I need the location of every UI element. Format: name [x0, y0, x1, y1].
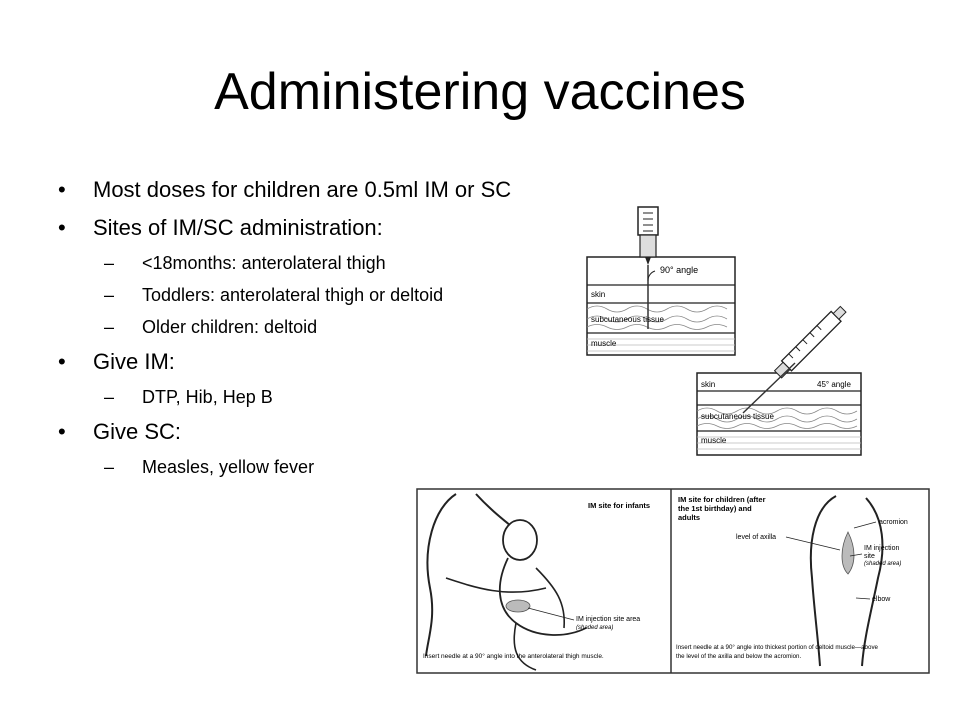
dash-marker: – — [104, 457, 115, 477]
sub-bullet-text: <18months: anterolateral thigh — [142, 253, 386, 273]
muscle-label: muscle — [591, 339, 617, 348]
infant-site-sublabel: (shaded area) — [576, 625, 614, 631]
sub-bullet-text: DTP, Hib, Hep B — [142, 387, 273, 407]
angle-90-label: 90° angle — [660, 265, 699, 275]
angle-45-label: 45° angle — [817, 380, 851, 389]
bullet-marker: • — [58, 419, 66, 444]
bullet-marker: • — [58, 349, 66, 374]
bullet-item — [58, 175, 528, 204]
infant-site-label: IM injection site area — [576, 616, 641, 623]
im-site-label-2: site — [864, 553, 875, 560]
panel-90-degree — [587, 207, 735, 355]
sub-bullet-item — [58, 455, 528, 479]
im-site-sublabel: (shaded area) — [864, 561, 902, 567]
bullet-list — [58, 175, 528, 487]
bullet-item — [58, 213, 528, 242]
infant-caption: Insert needle at a 90° angle into the anterolateral thigh muscle. — [423, 653, 604, 660]
bullet-text: Sites of IM/SC administration: — [93, 215, 383, 240]
sub-bullet-item — [58, 385, 528, 409]
dash-marker: – — [104, 285, 115, 305]
subcutaneous-label: subcutaneous tissue — [591, 315, 664, 324]
muscle-label-2: muscle — [701, 436, 727, 445]
sub-bullet-item — [58, 283, 528, 307]
acromion-label: acromion — [879, 519, 908, 526]
sub-bullet-item — [58, 251, 528, 275]
children-title-3: adults — [678, 513, 701, 522]
bullet-marker: • — [58, 215, 66, 240]
adult-caption-1: Insert needle at a 90° angle into thickest portion of deltoid muscle—above — [676, 644, 878, 651]
bullet-text: Give SC: — [93, 419, 182, 444]
skin-label: skin — [591, 290, 606, 299]
sub-bullet-text: Toddlers: anterolateral thigh or deltoid — [142, 285, 444, 305]
bullet-item — [58, 347, 528, 376]
im-site-label: IM injection — [864, 545, 900, 552]
dash-marker: – — [104, 387, 115, 407]
bullet-marker: • — [58, 177, 66, 202]
infant-injection-area — [506, 600, 530, 612]
injection-angle-figure — [585, 205, 865, 457]
infant-title: IM site for infants — [588, 501, 651, 510]
sub-bullet-item — [58, 315, 528, 339]
bullet-item — [58, 417, 528, 446]
adult-caption-2: the level of the axilla and below the acromion. — [676, 653, 802, 660]
children-title-1: IM site for children (after — [678, 495, 766, 504]
dash-marker: – — [104, 253, 115, 273]
sub-bullet-text: Older children: deltoid — [142, 317, 318, 337]
sub-bullet-text: Measles, yellow fever — [142, 457, 315, 477]
subcutaneous-label-2: subcutaneous tissue — [701, 412, 774, 421]
slide-title: Administering vaccines — [214, 63, 746, 121]
bullet-text: Give IM: — [93, 349, 175, 374]
dash-marker: – — [104, 317, 115, 337]
injection-sites-figure — [416, 488, 930, 674]
bullet-text: Most doses for children are 0.5ml IM or SC — [93, 177, 512, 202]
elbow-label: elbow — [872, 596, 891, 603]
children-title-2: the 1st birthday) and — [678, 504, 752, 513]
axilla-label: level of axilla — [736, 534, 777, 541]
skin-label-2: skin — [701, 380, 716, 389]
